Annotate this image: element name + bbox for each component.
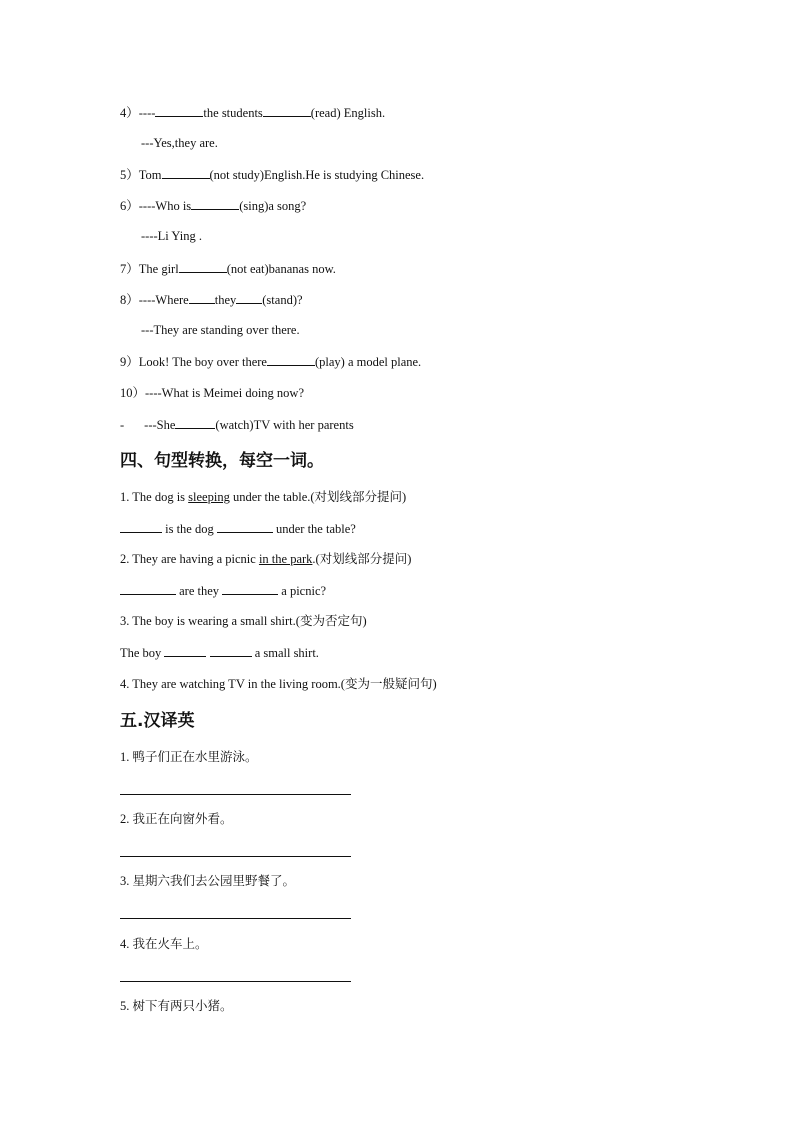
translate-question-4: 4. 我在火车上。 xyxy=(120,937,208,951)
transform-question-1: 1. The dog is sleeping under the table.(对划线部分提问) xyxy=(120,490,407,504)
answer-blank[interactable] xyxy=(222,582,278,595)
question-8-answer: ---They are standing over there. xyxy=(141,323,300,337)
answer-line[interactable] xyxy=(120,856,351,857)
question-10-answer: - ---She (watch)TV with her parents xyxy=(120,418,354,432)
transform-answer-1: is the dog under the table? xyxy=(120,520,356,537)
answer-blank[interactable] xyxy=(189,291,215,304)
answer-blank[interactable] xyxy=(162,166,210,179)
translate-question-5: 5. 树下有两只小猪。 xyxy=(120,999,233,1013)
answer-blank[interactable] xyxy=(155,104,203,117)
transform-answer-2: are they a picnic? xyxy=(120,582,326,599)
question-4: 4）---- the students (read) English. xyxy=(120,106,386,120)
answer-blank[interactable] xyxy=(120,520,162,533)
underlined-phrase: in the park xyxy=(258,552,313,566)
answer-line[interactable] xyxy=(120,794,351,795)
answer-blank[interactable] xyxy=(179,260,227,273)
question-number: 4） xyxy=(120,106,139,120)
question-10: 10）----What is Meimei doing now? xyxy=(120,386,304,400)
question-4-answer: ---Yes,they are. xyxy=(141,136,218,150)
translate-question-3: 3. 星期六我们去公园里野餐了。 xyxy=(120,874,296,888)
answer-blank[interactable] xyxy=(191,197,239,210)
translate-question-1: 1. 鸭子们正在水里游泳。 xyxy=(120,750,258,764)
transform-question-3: 3. The boy is wearing a small shirt.(变为否定句) xyxy=(120,614,367,628)
section-4-heading: 四、句型转换，每空一词。 xyxy=(120,451,324,471)
answer-line[interactable] xyxy=(120,918,351,919)
question-8: 8）----Where they (stand)? xyxy=(120,293,303,307)
answer-blank[interactable] xyxy=(236,291,262,304)
question-9: 9）Look! The boy over there (play) a model plane. xyxy=(120,355,422,369)
section-5-heading: 五.汉译英 xyxy=(120,711,195,731)
answer-blank[interactable] xyxy=(217,520,273,533)
answer-blank[interactable] xyxy=(164,644,206,657)
transform-question-2: 2. They are having a picnic in the park.(对划线部分提问) xyxy=(120,552,412,566)
question-5: 5）Tom (not study)English.He is studying Chinese. xyxy=(120,168,425,182)
answer-blank[interactable] xyxy=(175,416,215,429)
answer-blank[interactable] xyxy=(263,104,311,117)
answer-blank[interactable] xyxy=(120,582,176,595)
underlined-word: sleeping xyxy=(188,490,230,504)
answer-blank[interactable] xyxy=(267,353,315,366)
translate-question-2: 2. 我正在向窗外看。 xyxy=(120,812,233,826)
question-6: 6）----Who is (sing)a song? xyxy=(120,199,307,213)
question-6-answer: ----Li Ying . xyxy=(141,229,202,243)
transform-answer-3: The boy a small shirt. xyxy=(120,646,319,660)
answer-line[interactable] xyxy=(120,981,351,982)
answer-blank[interactable] xyxy=(210,644,252,657)
transform-question-4: 4. They are watching TV in the living room.(变为一般疑问句) xyxy=(120,677,437,691)
question-7: 7）The girl (not eat)bananas now. xyxy=(120,262,336,276)
